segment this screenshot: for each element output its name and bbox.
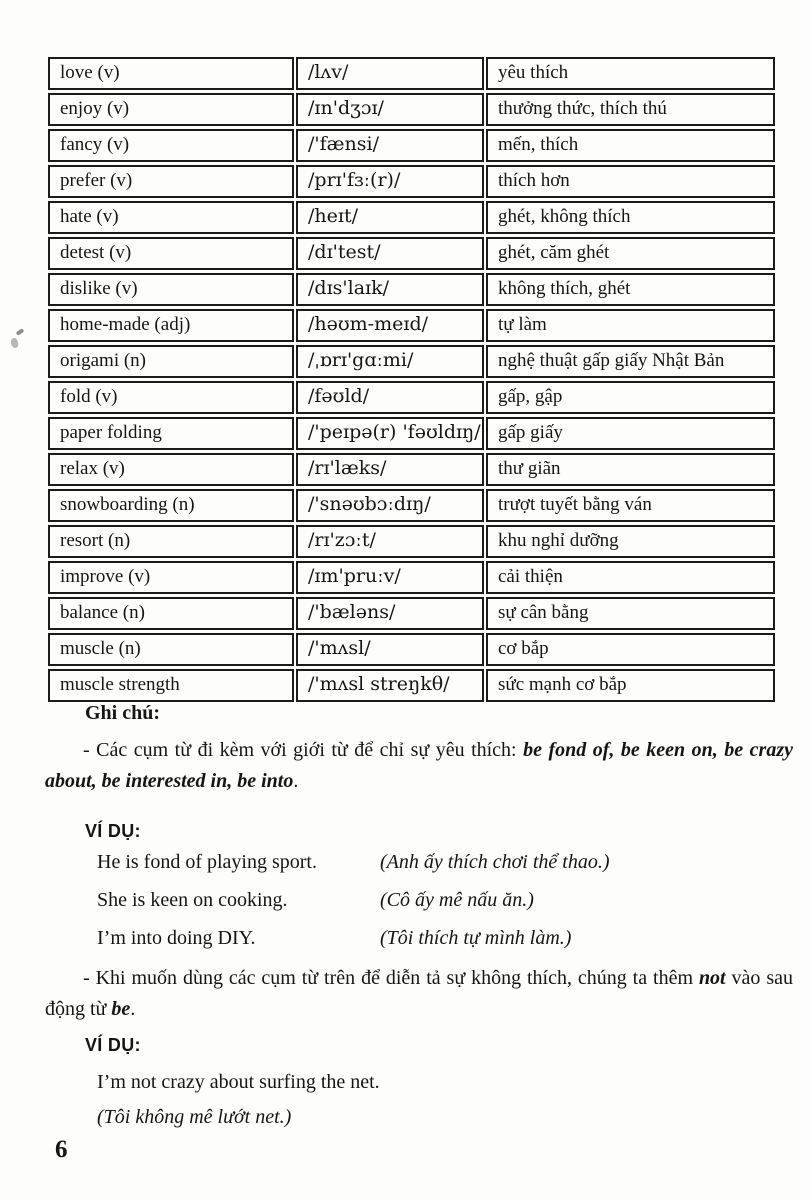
note2-period: . <box>130 998 136 1020</box>
note2-not: not <box>698 967 726 989</box>
example-row <box>97 925 793 951</box>
meaning-cell: khu nghỉ dưỡng <box>486 525 775 558</box>
ipa-cell: /'mʌsl/ <box>296 633 484 666</box>
ipa-cell: /heɪt/ <box>296 201 484 234</box>
ipa-cell: /ɪm'pruːv/ <box>296 561 484 594</box>
note1-period: . <box>293 770 299 792</box>
meaning-cell: thích hơn <box>486 165 775 198</box>
note1-text: - Các cụm từ đi kèm với giới từ để chỉ sự yêu thích: <box>83 739 524 761</box>
word-cell: balance (n) <box>48 597 294 630</box>
ipa-cell: /fəʊld/ <box>296 381 484 414</box>
vocabulary-table <box>46 54 777 705</box>
table-row <box>48 165 775 198</box>
example-english: I’m into doing DIY. <box>97 927 256 949</box>
example-row <box>97 887 793 913</box>
note1-phrases: be fond of, be keen on, be crazy about, be interested in, be into <box>45 739 793 792</box>
word-cell: resort (n) <box>48 525 294 558</box>
table-row <box>48 237 775 270</box>
word-cell: prefer (v) <box>48 165 294 198</box>
vocabulary-table-body <box>48 57 775 702</box>
word-cell: detest (v) <box>48 237 294 270</box>
table-row <box>48 57 775 90</box>
example-vietnamese: (Cô ấy mê nấu ăn.) <box>380 889 534 911</box>
ipa-cell: /'bæləns/ <box>296 597 484 630</box>
word-cell: dislike (v) <box>48 273 294 306</box>
meaning-cell: ghét, căm ghét <box>486 237 775 270</box>
word-cell: muscle (n) <box>48 633 294 666</box>
ipa-cell: /dɪ'test/ <box>296 237 484 270</box>
meaning-cell: không thích, ghét <box>486 273 775 306</box>
example-vietnamese: (Anh ấy thích chơi thể thao.) <box>380 851 610 873</box>
table-row <box>48 345 775 378</box>
meaning-cell: mến, thích <box>486 129 775 162</box>
example-list <box>97 849 793 951</box>
example2-english: I’m not crazy about surfing the net. <box>97 1071 380 1093</box>
word-cell: improve (v) <box>48 561 294 594</box>
table-row <box>48 525 775 558</box>
note-paragraph-1 <box>45 735 793 797</box>
notes-section <box>45 700 793 1130</box>
example-english: He is fond of playing sport. <box>97 851 317 873</box>
table-row <box>48 669 775 702</box>
word-cell: paper folding <box>48 417 294 450</box>
ipa-cell: /rɪ'læks/ <box>296 453 484 486</box>
page-number: 6 <box>55 1136 68 1163</box>
meaning-cell: sự cân bằng <box>486 597 775 630</box>
ipa-cell: /prɪ'fɜː(r)/ <box>296 165 484 198</box>
meaning-cell: thưởng thức, thích thú <box>486 93 775 126</box>
ipa-cell: /rɪ'zɔːt/ <box>296 525 484 558</box>
note-paragraph-2 <box>45 963 793 1025</box>
example-english: She is keen on cooking. <box>97 889 288 911</box>
word-cell: hate (v) <box>48 201 294 234</box>
table-row <box>48 453 775 486</box>
ipa-cell: /ˌɒrɪ'gɑːmi/ <box>296 345 484 378</box>
word-cell: snowboarding (n) <box>48 489 294 522</box>
examples1-heading: VÍ DỤ: <box>85 821 141 841</box>
word-cell: love (v) <box>48 57 294 90</box>
ipa-cell: /həʊm-meɪd/ <box>296 309 484 342</box>
meaning-cell: tự làm <box>486 309 775 342</box>
scan-smudge-artifact <box>10 330 24 350</box>
meaning-cell: sức mạnh cơ bắp <box>486 669 775 702</box>
meaning-cell: ghét, không thích <box>486 201 775 234</box>
meaning-cell: yêu thích <box>486 57 775 90</box>
meaning-cell: thư giãn <box>486 453 775 486</box>
table-row <box>48 597 775 630</box>
meaning-cell: gấp giấy <box>486 417 775 450</box>
example2-vietnamese: (Tôi không mê lướt net.) <box>97 1106 292 1128</box>
notes-heading: Ghi chú: <box>85 702 161 724</box>
table-row <box>48 201 775 234</box>
table-row <box>48 273 775 306</box>
table-row <box>48 633 775 666</box>
ipa-cell: /'mʌsl streŋkθ/ <box>296 669 484 702</box>
ipa-cell: /dɪs'laɪk/ <box>296 273 484 306</box>
note2-text-a: - Khi muốn dùng các cụm từ trên để diễn tả sự không thích, chúng ta thêm <box>83 967 699 989</box>
table-row <box>48 561 775 594</box>
word-cell: fold (v) <box>48 381 294 414</box>
ipa-cell: /lʌv/ <box>296 57 484 90</box>
meaning-cell: nghệ thuật gấp giấy Nhật Bản <box>486 345 775 378</box>
word-cell: muscle strength <box>48 669 294 702</box>
table-row <box>48 417 775 450</box>
table-row <box>48 309 775 342</box>
meaning-cell: trượt tuyết bằng ván <box>486 489 775 522</box>
ipa-cell: /ɪn'dʒɔɪ/ <box>296 93 484 126</box>
note2-be: be <box>111 998 131 1020</box>
example-row <box>97 849 793 875</box>
example-vietnamese: (Tôi thích tự mình làm.) <box>380 927 572 949</box>
examples2-heading: VÍ DỤ: <box>85 1035 141 1055</box>
word-cell: relax (v) <box>48 453 294 486</box>
ipa-cell: /'snəʊbɔːdɪŋ/ <box>296 489 484 522</box>
meaning-cell: gấp, gập <box>486 381 775 414</box>
ipa-cell: /'peɪpə(r) 'fəʊldɪŋ/ <box>296 417 484 450</box>
table-row <box>48 93 775 126</box>
meaning-cell: cải thiện <box>486 561 775 594</box>
word-cell: fancy (v) <box>48 129 294 162</box>
word-cell: home-made (adj) <box>48 309 294 342</box>
meaning-cell: cơ bắp <box>486 633 775 666</box>
ipa-cell: /'fænsi/ <box>296 129 484 162</box>
word-cell: origami (n) <box>48 345 294 378</box>
note2-text-b: vào sau động từ <box>45 967 793 1020</box>
table-row <box>48 489 775 522</box>
word-cell: enjoy (v) <box>48 93 294 126</box>
table-row <box>48 129 775 162</box>
table-row <box>48 381 775 414</box>
